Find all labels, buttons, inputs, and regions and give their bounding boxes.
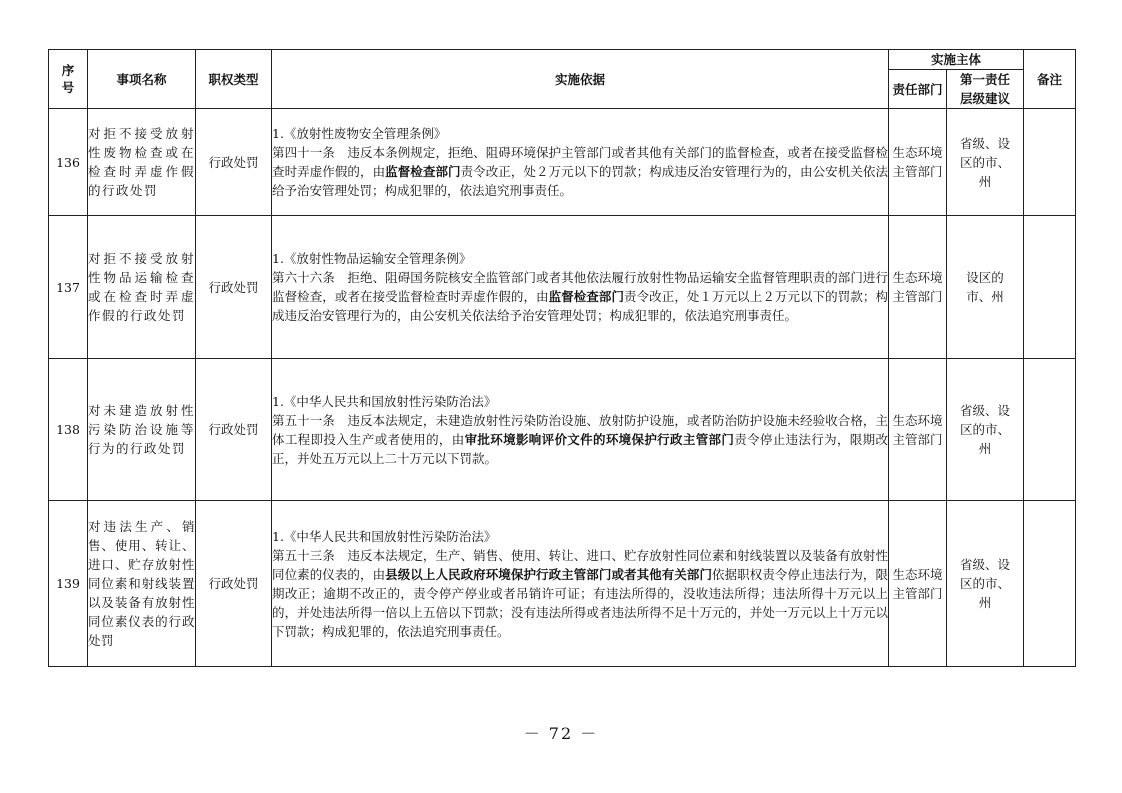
page-number: － 72 － (523, 724, 599, 743)
basis-text: 责令停止违法行为，限期改正，并处五万元以上二十万元以下罚款。 (272, 431, 888, 466)
row-number: 137 (49, 216, 88, 359)
table-row (49, 501, 1076, 667)
responsibility-level: 省级、设区的市、州 (947, 109, 1024, 216)
header-dept: 责任部门 (889, 70, 947, 109)
basis-title: 1.《放射性物品运输安全管理条例》 (272, 251, 472, 266)
row-number: 138 (49, 359, 88, 501)
authority-type: 行政处罚 (196, 109, 272, 216)
legal-basis (272, 359, 889, 501)
header-type: 职权类型 (196, 50, 272, 109)
basis-text: 第五十一条 违反本法规定，未建造放射性污染防治设施、放射防护设施，或者防治防护设施未经验收合格，主体工程即投入生产或者使用的，由 (272, 412, 888, 447)
basis-highlight: 审批环境影响评价文件的环境保护行政主管部门 (464, 431, 735, 447)
authority-type: 行政处罚 (196, 501, 272, 667)
item-name: 对拒不接受放射性物品运输检查或在检查时弄虚作假的行政处罚 (88, 216, 196, 359)
table-row (49, 216, 1076, 359)
remark (1024, 359, 1076, 501)
item-name: 对违法生产、销售、使用、转让、进口、贮存放射性同位素和射线装置以及装备有放射性同位素仪表的行政处罚 (88, 501, 196, 667)
header-name: 事项名称 (88, 50, 196, 109)
responsibility-level: 省级、设区的市、州 (947, 359, 1024, 501)
basis-text: 第四十一条 违反本条例规定，拒绝、阻碍环境保护主管部门或者其他有关部门的监督检查，或者在接受监督检查时弄虚作假的，由 (272, 145, 888, 179)
responsibility-level: 省级、设区的市、州 (947, 501, 1024, 667)
basis-text: 责令改正，处１万元以上２万元以下的罚款；构成违反治安管理行为的，由公安机关依法给予治安管理处罚；构成犯罪的，依法追究刑事责任。 (272, 289, 888, 323)
row-number: 139 (49, 501, 88, 667)
authority-type: 行政处罚 (196, 216, 272, 359)
table-row (49, 109, 1076, 216)
header-note: 备注 (1024, 50, 1076, 109)
authority-type: 行政处罚 (196, 359, 272, 501)
header-level: 第一责任层级建议 (947, 70, 1024, 109)
legal-basis (272, 109, 889, 216)
basis-text: 第五十三条 违反本法规定，生产、销售、使用、转让、进口、贮存放射性同位素和射线装置以及装备有放射性同位素的仪表的，由 (272, 547, 888, 582)
responsible-dept: 生态环境主管部门 (889, 109, 947, 216)
basis-title: 1.《中华人民共和国放射性污染防治法》 (272, 393, 497, 409)
legal-basis (272, 216, 889, 359)
legal-basis (272, 501, 889, 667)
header-subject: 实施主体 (889, 50, 1024, 70)
basis-text: 责令改正，处２万元以下的罚款；构成违反治安管理行为的，由公安机关依法给予治安管理处罚；构成犯罪的，依法追究刑事责任。 (272, 164, 888, 198)
header-no: 序号 (49, 50, 88, 109)
basis-text: 依据职权责令停止违法行为，限期改正；逾期不改正的，责令停产停业或者吊销许可证；有违法所得的，没收违法所得；违法所得十万元以上的，并处违法所得一倍以上五倍以下罚款；没有违法所得或者违法所得不足十万元的，并处一万元以上十万元以下罚款；构成犯罪的，依法追究刑事责任。 (272, 566, 888, 639)
remark (1024, 109, 1076, 216)
responsible-dept: 生态环境主管部门 (889, 216, 947, 359)
responsible-dept: 生态环境主管部门 (889, 501, 947, 667)
basis-highlight: 监督检查部门 (548, 289, 625, 304)
table-row (49, 359, 1076, 501)
responsibility-level: 设区的市、州 (947, 216, 1024, 359)
row-number: 136 (49, 109, 88, 216)
remark (1024, 216, 1076, 359)
basis-highlight: 监督检查部门 (385, 164, 461, 179)
remark (1024, 501, 1076, 667)
item-name: 对未建造放射性污染防治设施等行为的行政处罚 (88, 359, 196, 501)
basis-title: 1.《中华人民共和国放射性污染防治法》 (272, 528, 497, 544)
basis-text: 第六十六条 拒绝、阻碍国务院核安全监管部门或者其他依法履行放射性物品运输安全监督管理职责的部门进行监督检查，或者在接受监督检查时弄虚作假的，由 (272, 270, 888, 304)
basis-highlight: 县级以上人民政府环境保护行政主管部门或者其他有关部门 (385, 566, 713, 582)
item-name: 对拒不接受放射性废物检查或在检查时弄虚作假的行政处罚 (88, 109, 196, 216)
header-basis: 实施依据 (272, 50, 889, 109)
responsible-dept: 生态环境主管部门 (889, 359, 947, 501)
basis-title: 1.《放射性废物安全管理条例》 (272, 126, 447, 141)
authority-table (48, 49, 1076, 667)
